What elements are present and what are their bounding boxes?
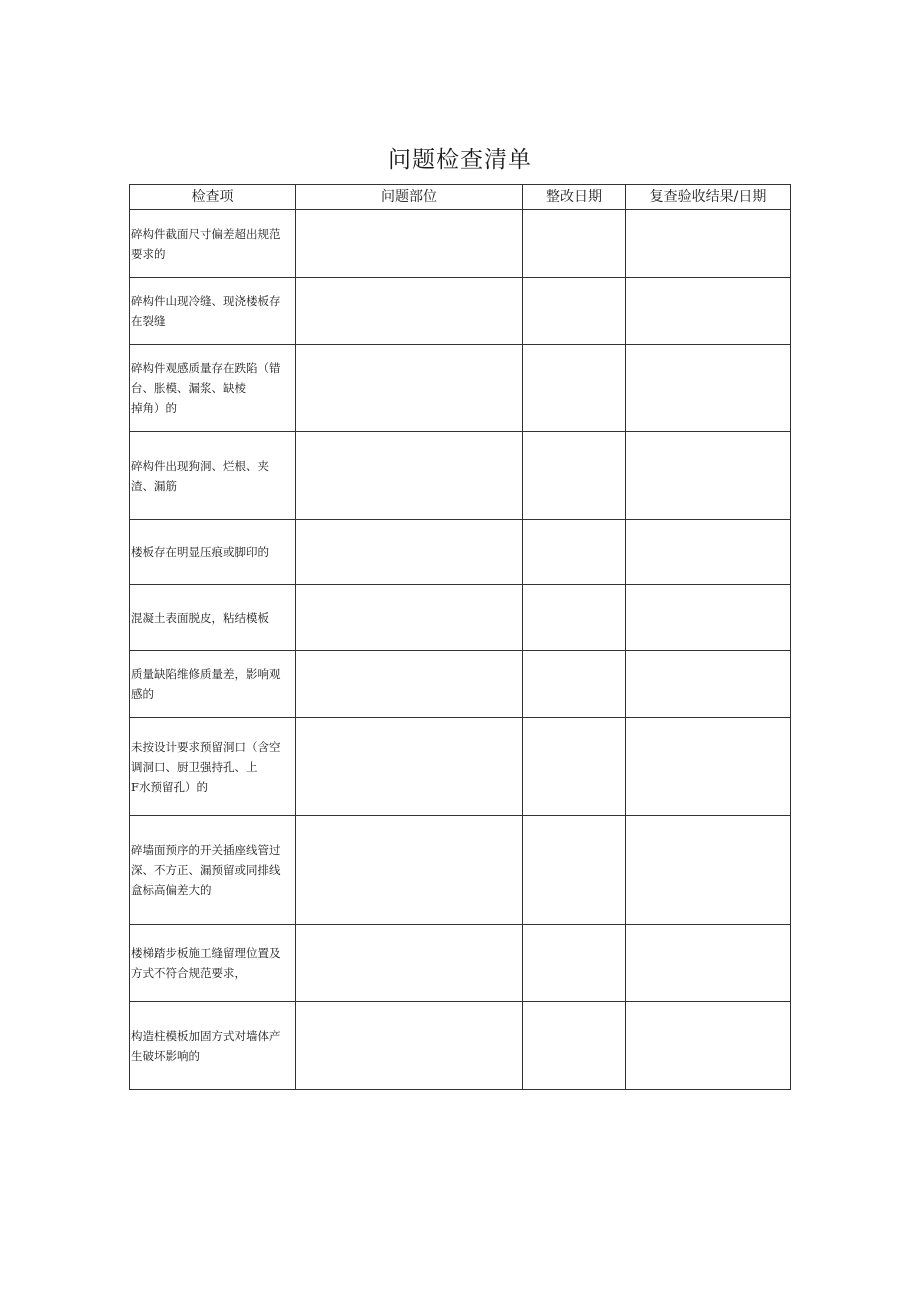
table-row (130, 816, 791, 925)
table-row (130, 278, 791, 345)
check-item-cell (130, 1002, 296, 1090)
check-item-cell (130, 816, 296, 925)
rectification-date-cell[interactable] (523, 345, 626, 432)
check-item-text: 碎构件截面尺寸偏差超出规范 要求的 (131, 226, 281, 261)
table-row (130, 585, 791, 651)
table-row (130, 925, 791, 1002)
page-title: 问题检查清单 (388, 147, 532, 173)
rectification-date-cell[interactable] (523, 718, 626, 816)
rectification-date-cell[interactable] (523, 585, 626, 651)
header-rectification-date: 整改日期 (523, 185, 626, 210)
header-check-item: 检查项 (130, 185, 296, 210)
rectification-date-cell[interactable] (523, 1002, 626, 1090)
check-item-text: 混凝土表面脱皮，粘结模板 (131, 610, 269, 625)
table-row (130, 432, 791, 520)
problem-location-cell[interactable] (296, 925, 523, 1002)
check-item-cell (130, 278, 296, 345)
problem-location-cell[interactable] (296, 1002, 523, 1090)
review-result-cell[interactable] (626, 520, 791, 585)
check-item-cell (130, 651, 296, 718)
check-item-text: 碎构件山现冷缝、现浇楼板存 在裂缝 (131, 294, 281, 328)
check-item-cell (130, 432, 296, 520)
check-item-text: 未按设计要求预留洞口（含空 调洞口、厨卫强持孔、上 F水预留孔）的 (131, 739, 281, 794)
check-item-cell (130, 345, 296, 432)
check-item-cell (130, 585, 296, 651)
review-result-cell[interactable] (626, 718, 791, 816)
table-row (130, 1002, 791, 1090)
review-result-cell[interactable] (626, 210, 791, 278)
rectification-date-cell[interactable] (523, 651, 626, 718)
review-result-cell[interactable] (626, 585, 791, 651)
check-item-text: 碎构件出现狗洞、烂根、夹 渣、漏筋 (131, 458, 269, 493)
check-item-cell (130, 718, 296, 816)
review-result-cell[interactable] (626, 432, 791, 520)
rectification-date-cell[interactable] (523, 925, 626, 1002)
header-review-result-date: 复查验收结果/日期 (626, 185, 791, 210)
rectification-date-cell[interactable] (523, 432, 626, 520)
check-item-text: 质量缺陷维修质量差，影响观 感的 (131, 667, 281, 701)
check-item-text: 碎构件观感质量存在跌陷（错 台、胀模、漏浆、缺棱 掉角）的 (131, 361, 281, 415)
check-item-cell (130, 520, 296, 585)
inspection-checklist-table (129, 184, 791, 1090)
review-result-cell[interactable] (626, 1002, 791, 1090)
rectification-date-cell[interactable] (523, 278, 626, 345)
problem-location-cell[interactable] (296, 718, 523, 816)
review-result-cell[interactable] (626, 925, 791, 1002)
review-result-cell[interactable] (626, 278, 791, 345)
table-row (130, 210, 791, 278)
header-problem-location: 问题部位 (296, 185, 523, 210)
review-result-cell[interactable] (626, 816, 791, 925)
table-row (130, 718, 791, 816)
table-row (130, 520, 791, 585)
problem-location-cell[interactable] (296, 210, 523, 278)
problem-location-cell[interactable] (296, 278, 523, 345)
rectification-date-cell[interactable] (523, 816, 626, 925)
check-item-cell (130, 925, 296, 1002)
table-header-row (130, 185, 791, 210)
check-item-text: 构造柱模板加固方式对墙体产 生破坏影响的 (131, 1028, 281, 1063)
problem-location-cell[interactable] (296, 651, 523, 718)
review-result-cell[interactable] (626, 651, 791, 718)
problem-location-cell[interactable] (296, 432, 523, 520)
check-item-cell (130, 210, 296, 278)
review-result-cell[interactable] (626, 345, 791, 432)
check-item-text: 楼板存在明显压痕或脚印的 (131, 545, 269, 559)
check-item-text: 碎墙面预序的开关插座线管过 深、不方正、漏预留或同排线 盒标高偏差大的 (131, 843, 281, 897)
problem-location-cell[interactable] (296, 585, 523, 651)
problem-location-cell[interactable] (296, 345, 523, 432)
problem-location-cell[interactable] (296, 816, 523, 925)
problem-location-cell[interactable] (296, 520, 523, 585)
rectification-date-cell[interactable] (523, 210, 626, 278)
table-row (130, 345, 791, 432)
check-item-text: 楼梯踏步板施工缝留理位置及 方式不符合规范要求， (131, 946, 281, 980)
table-row (130, 651, 791, 718)
rectification-date-cell[interactable] (523, 520, 626, 585)
